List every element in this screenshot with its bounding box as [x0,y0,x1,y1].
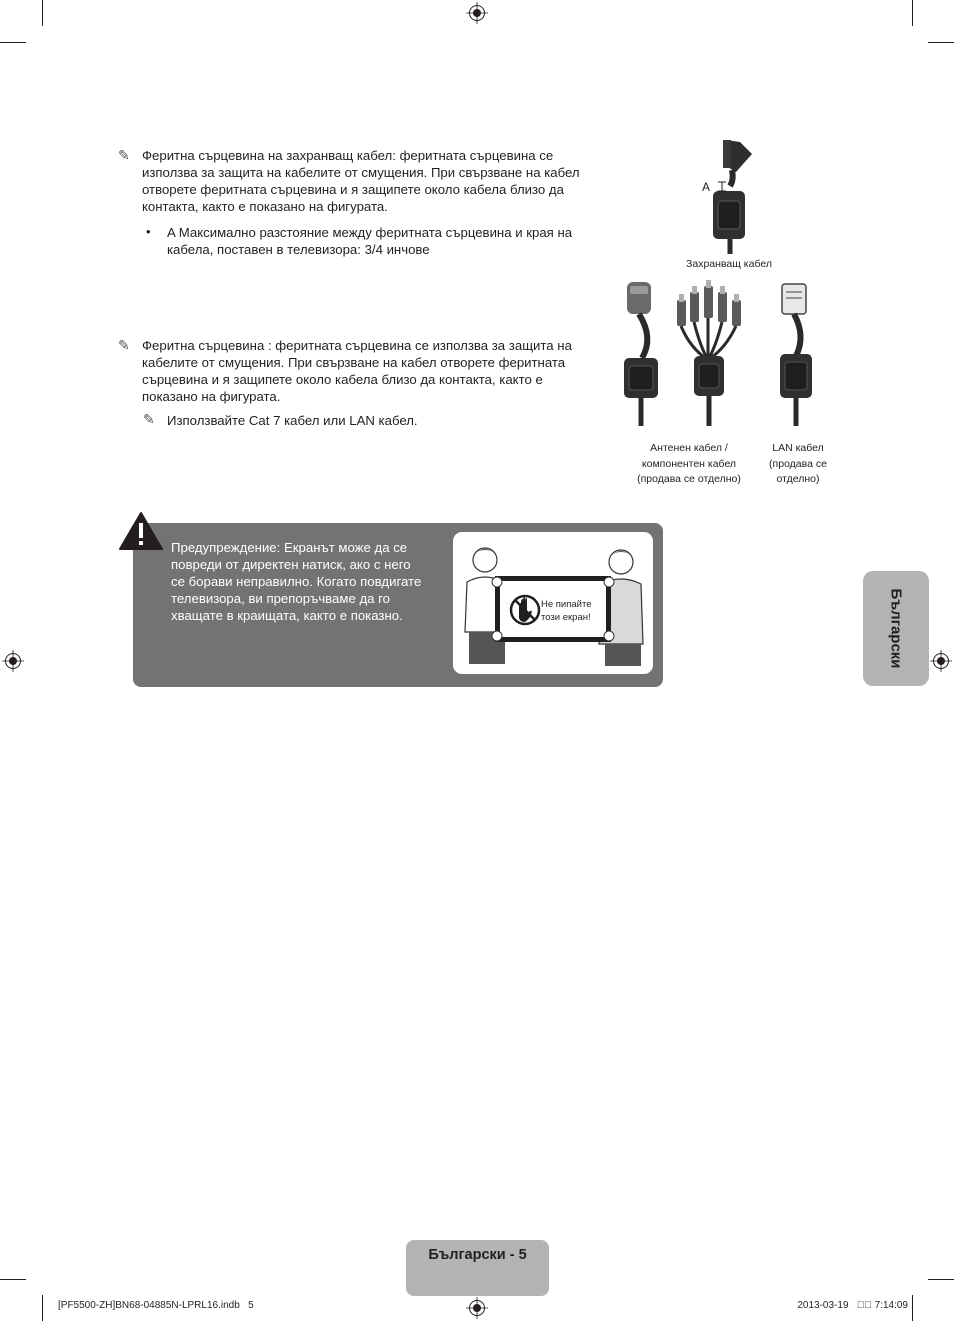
antenna-component-caption [624,441,754,488]
warning-line: телевизора, ви препоръчваме да го [171,591,390,606]
warning-line: Предупреждение: Екранът може да се [171,540,408,555]
memo-icon: ✎ [118,147,130,163]
bullet-line: A Максимално разстояние между феритната сърцевина и края на [167,225,573,240]
caption-line: (продава се [769,457,827,470]
memo-icon: ✎ [118,337,130,353]
crop-mark [912,0,913,26]
crop-mark [0,42,26,43]
memo-icon: ✎ [143,411,155,427]
warning-text [171,539,446,624]
note-line: отворете феритната сърцевина и я защипете около кабела близо да [142,182,564,197]
bullet-marker: • [146,224,151,239]
power-cable-marker-a: A [702,180,711,194]
side-language-tab [863,571,929,686]
caption-line: Антенен кабел / [650,442,728,454]
lan-cable-illustration [772,280,822,430]
bullet-line: кабела, поставен в телевизора: 3/4 инчове [167,242,430,257]
antenna-component-cable-illustration [620,278,760,428]
warning-line: се борави неправилно. Когато повдигате [171,574,422,589]
registration-mark-icon [930,650,952,672]
caption-line: отделно) [776,473,820,485]
crop-mark [42,1295,43,1321]
crop-mark [0,1279,26,1280]
registration-mark-icon [2,650,24,672]
note-line: сърцевина и я защипете около кабела близо да контакта, както е [142,372,543,387]
note-line: показано на фигурата. [142,389,281,404]
note-line: Феритна сърцевина на захранващ кабел: феритната сърцевина се [142,148,554,163]
caption-line: компонентен кабел [641,457,737,470]
tv-lifting-illustration [453,532,653,674]
page-number-tab [406,1240,549,1296]
power-cable-caption: Захранващ кабел [686,258,772,270]
tv-label-line: Не пипайте [541,599,592,610]
note-line: кабелите от смущения. При свързване на кабел отворете феритната [142,355,566,370]
warning-line: хващате в краищата, както е показно. [171,608,403,623]
lan-cable-caption [754,441,842,488]
note-line: използва за защита на кабелите от смущения. При свързване на кабел [142,165,580,180]
caption-line: (продава се отделно) [637,473,741,485]
note-line: Феритна сърцевина : феритната сърцевина се използва за защита на [142,338,572,353]
crop-mark [928,1279,954,1280]
note-ferrite-general [142,337,622,405]
side-language-label: Български [887,588,905,669]
page-number-label: Български - 5 [428,1247,527,1263]
warning-line: повреди от директен натиск, ако с него [171,557,411,572]
caption-line: LAN кабел [772,442,824,454]
note-ferrite-power [142,147,622,215]
registration-mark-icon [466,2,488,24]
warning-triangle-icon [118,511,164,551]
note-line: контакта, както е показано на фигурата. [142,199,388,214]
bullet-max-distance [167,224,617,258]
crop-mark [928,42,954,43]
crop-mark [42,0,43,26]
crop-mark [912,1295,913,1321]
footer-file-info: [PF5500-ZH]BN68-04885N-LPRL16.indb 5 [58,1300,254,1311]
subnote-lan-cable: Използвайте Cat 7 кабел или LAN кабел. [167,413,418,428]
tv-screen-label [541,598,592,624]
power-cable-illustration [690,136,770,256]
registration-mark-icon [466,1297,488,1319]
footer-timestamp: 2013-03-19 ￿￿ 7:14:09 [797,1300,908,1311]
tv-label-line: този екран! [541,612,591,623]
